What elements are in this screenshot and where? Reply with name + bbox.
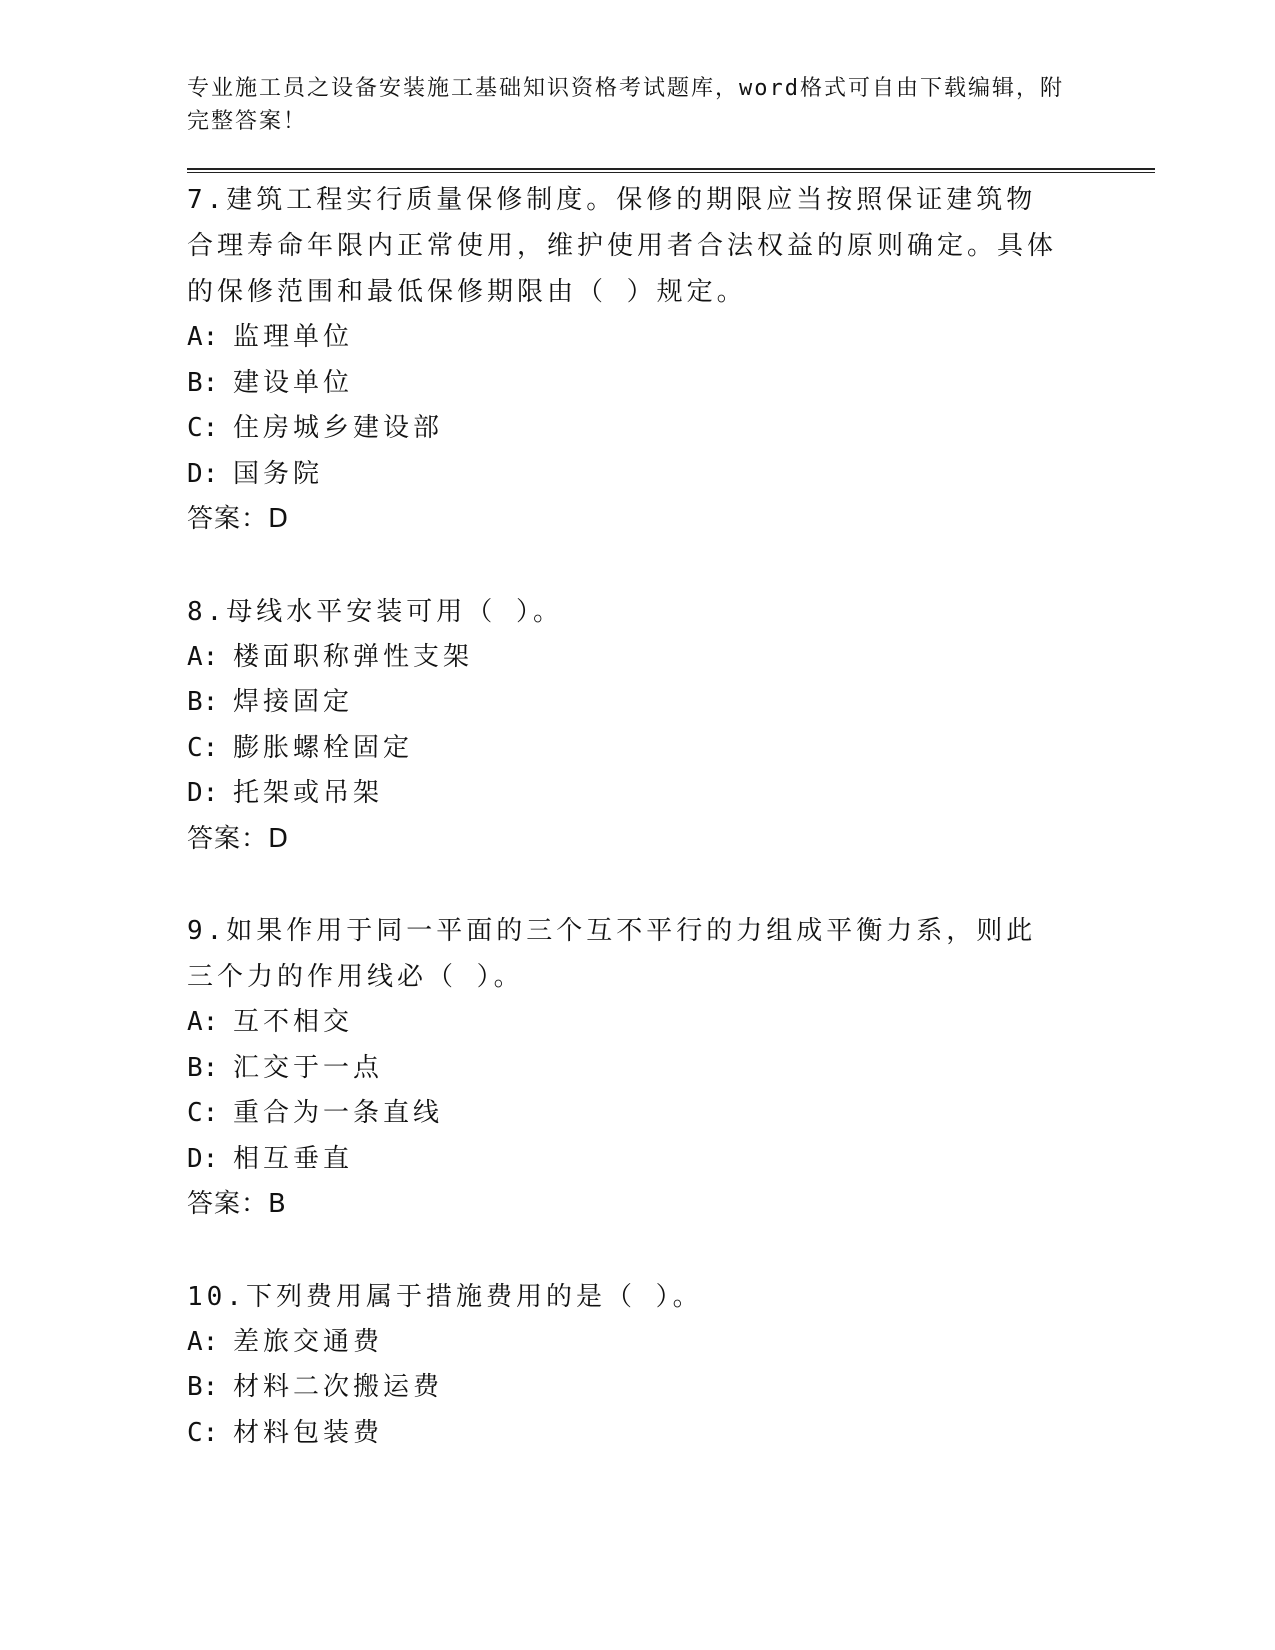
option-b: [187, 680, 1157, 726]
option-letter: B:: [187, 1372, 219, 1402]
option-a: [187, 315, 1157, 361]
answer-line: 答案：B: [187, 1189, 287, 1219]
option-text: 楼面职称弹性支架: [233, 641, 474, 672]
option-b: [187, 361, 1157, 407]
option-letter: A:: [187, 322, 219, 352]
option-text: 住房城乡建设部: [233, 413, 444, 443]
question-stem: 8.母线水平安装可用（ ）。: [187, 596, 563, 627]
option-letter: A:: [187, 1007, 219, 1037]
document-header: 专业施工员之设备安装施工基础知识资格考试题库，word格式可自由下载编辑，附完整答案！: [187, 76, 1064, 134]
option-a: [187, 1000, 1157, 1046]
answer-line: 答案：D: [187, 823, 290, 854]
option-text: 相互垂直: [233, 1143, 354, 1174]
question-8: [187, 589, 1157, 863]
question-10: [187, 1274, 1157, 1457]
option-text: 膨胀螺栓固定: [233, 732, 414, 763]
question-stem: 7.建筑工程实行质量保修制度。保修的期限应当按照保证建筑物合理寿命年限内正常使用，维护使用者合法权益的原则确定。具体的保修范围和最低保修期限由（ ）规定。: [187, 185, 1058, 307]
answer-line: 答案：D: [187, 504, 290, 534]
option-d: [187, 771, 1157, 817]
option-letter: C:: [187, 1098, 219, 1128]
option-letter: D:: [187, 778, 219, 808]
option-text: 材料二次搬运费: [233, 1372, 444, 1402]
option-text: 建设单位: [233, 367, 354, 398]
document-page: [187, 72, 1157, 1456]
option-letter: B:: [187, 367, 219, 398]
option-letter: D:: [187, 1143, 219, 1174]
question-stem: 9.如果作用于同一平面的三个互不平行的力组成平衡力系，则此三个力的作用线必（ ）。: [187, 916, 1037, 992]
option-letter: A:: [187, 1326, 219, 1357]
option-a: [187, 635, 1157, 681]
option-d: [187, 1137, 1157, 1183]
option-letter: B:: [187, 687, 219, 717]
option-letter: C:: [187, 413, 219, 443]
option-text: 汇交于一点: [233, 1052, 384, 1083]
option-letter: C:: [187, 732, 219, 763]
option-text: 焊接固定: [233, 687, 354, 717]
option-c: [187, 1411, 1157, 1457]
option-text: 重合为一条直线: [233, 1098, 444, 1128]
question-7: [187, 177, 1157, 543]
option-b: [187, 1365, 1157, 1411]
option-text: 监理单位: [233, 322, 354, 352]
option-letter: B:: [187, 1052, 219, 1083]
option-text: 互不相交: [233, 1007, 354, 1037]
question-9: [187, 908, 1157, 1228]
option-text: 国务院: [233, 458, 324, 489]
option-b: [187, 1046, 1157, 1092]
option-letter: C:: [187, 1417, 219, 1448]
option-letter: A:: [187, 641, 219, 672]
question-stem: 10.下列费用属于措施费用的是（ ）。: [187, 1281, 703, 1312]
header-divider: [187, 168, 1155, 173]
option-a: [187, 1320, 1157, 1366]
option-c: [187, 1091, 1157, 1137]
option-c: [187, 726, 1157, 772]
option-letter: D:: [187, 458, 219, 489]
option-d: [187, 452, 1157, 498]
option-text: 材料包装费: [233, 1417, 384, 1448]
option-text: 托架或吊架: [233, 778, 384, 808]
option-text: 差旅交通费: [233, 1326, 384, 1357]
option-c: [187, 406, 1157, 452]
